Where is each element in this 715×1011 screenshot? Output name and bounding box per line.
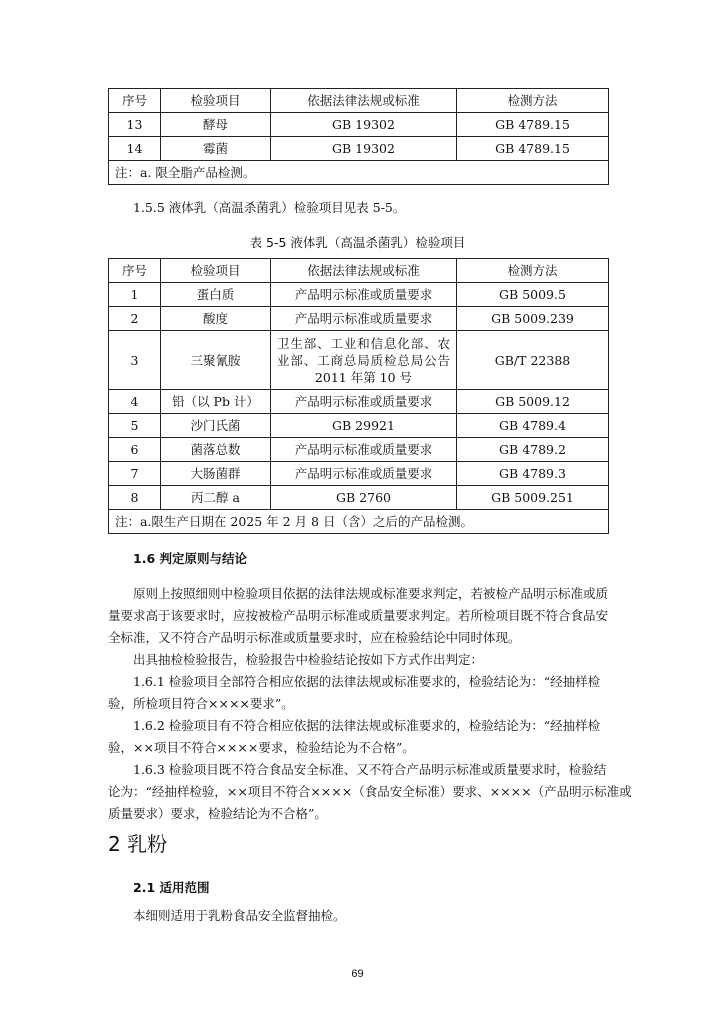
table-note: 注：a.限生产日期在 2025 年 2 月 8 日（含）之后的产品检测。	[109, 510, 609, 534]
header-item: 检验项目	[161, 89, 271, 113]
cell: GB 5009.251	[457, 486, 609, 510]
paragraph-line: 出具抽检检验报告，检验报告中检验结论按如下方式作出判定：	[133, 652, 484, 667]
paragraph-line: 论为：“经抽样检验，××项目不符合××××（食品安全标准）要求、××××（产品明示标准或	[108, 784, 632, 799]
paragraph-1-5-5: 1.5.5 液体乳（高温杀菌乳）检验项目见表 5-5。	[133, 200, 406, 215]
cell: GB 5009.12	[457, 390, 609, 414]
cell: 铅（以 Pb 计）	[161, 390, 271, 414]
table-row	[109, 390, 609, 414]
table-row	[109, 307, 609, 331]
paragraph-line: 验，所检项目符合××××要求”。	[108, 696, 294, 711]
header-seq: 序号	[109, 89, 161, 113]
paragraph-line: 质量要求）要求，检验结论为不合格”。	[108, 806, 327, 821]
table-note-row	[109, 510, 609, 534]
section-1-6-heading: 1.6 判定原则与结论	[133, 551, 247, 566]
cell: 6	[109, 438, 161, 462]
cell: GB 4789.2	[457, 438, 609, 462]
paragraph-line: 验，××项目不符合××××要求，检验结论为不合格”。	[108, 740, 415, 755]
paragraph-line: 本细则适用于乳粉食品安全监督抽检。	[133, 908, 346, 923]
header-basis: 依据法律法规或标准	[271, 259, 457, 283]
cell: 13	[109, 113, 161, 137]
cell: GB 5009.5	[457, 283, 609, 307]
header-method: 检测方法	[457, 89, 609, 113]
header-method: 检测方法	[457, 259, 609, 283]
cell: 产品明示标准或质量要求	[271, 307, 457, 331]
paragraph-line: 量要求高于该要求时，应按被检产品明示标准或质量要求判定。若所检项目既不符合食品安	[108, 608, 609, 623]
cell: 菌落总数	[161, 438, 271, 462]
table-row	[109, 283, 609, 307]
table-continuation	[108, 88, 609, 185]
cell: GB 4789.15	[457, 137, 609, 161]
table-caption: 表 5-5 液体乳（高温杀菌乳）检验项目	[249, 235, 466, 250]
table-note-row	[109, 161, 609, 185]
cell: 酵母	[161, 113, 271, 137]
cell: GB/T 22388	[457, 331, 609, 390]
cell: 8	[109, 486, 161, 510]
cell: 大肠菌群	[161, 462, 271, 486]
cell: 酸度	[161, 307, 271, 331]
paragraph-line: 1.6.1 检验项目全部符合相应依据的法律法规或标准要求的，检验结论为：“经抽样检	[133, 674, 601, 689]
table-row	[109, 462, 609, 486]
cell: GB 2760	[271, 486, 457, 510]
cell: 7	[109, 462, 161, 486]
cell: 4	[109, 390, 161, 414]
table-header-row	[109, 89, 609, 113]
cell: 霉菌	[161, 137, 271, 161]
cell: 3	[109, 331, 161, 390]
cell: 1	[109, 283, 161, 307]
table-row	[109, 137, 609, 161]
table-row	[109, 331, 609, 390]
cell: 14	[109, 137, 161, 161]
cell: 丙二醇 a	[161, 486, 271, 510]
cell: 2	[109, 307, 161, 331]
table-row	[109, 414, 609, 438]
cell: 卫生部、工业和信息化部、农业部、工商总局质检总局公告 2011 年第 10 号	[271, 331, 457, 390]
page-number: 69	[351, 968, 364, 980]
header-seq: 序号	[109, 259, 161, 283]
cell: 5	[109, 414, 161, 438]
cell: 产品明示标准或质量要求	[271, 438, 457, 462]
table-row	[109, 438, 609, 462]
cell: GB 4789.15	[457, 113, 609, 137]
table-header-row	[109, 259, 609, 283]
table-note: 注：a. 限全脂产品检测。	[109, 161, 609, 185]
cell: 产品明示标准或质量要求	[271, 283, 457, 307]
paragraph-line: 1.6.3 检验项目既不符合食品安全标准、又不符合产品明示标准或质量要求时，检验结	[133, 762, 607, 777]
header-basis: 依据法律法规或标准	[271, 89, 457, 113]
cell: GB 19302	[271, 137, 457, 161]
table-row	[109, 113, 609, 137]
cell: GB 4789.4	[457, 414, 609, 438]
paragraph-line: 1.6.2 检验项目有不符合相应依据的法律法规或标准要求的，检验结论为：“经抽样检	[133, 718, 601, 733]
table-row	[109, 486, 609, 510]
table-5-5	[108, 258, 609, 534]
cell: 蛋白质	[161, 283, 271, 307]
paragraph-line: 原则上按照细则中检验项目依据的法律法规或标准要求判定，若被检产品明示标准或质	[133, 586, 609, 601]
chapter-heading: 2 乳粉	[108, 832, 168, 856]
section-2-1-heading: 2.1 适用范围	[133, 880, 210, 895]
header-item: 检验项目	[161, 259, 271, 283]
cell: GB 4789.3	[457, 462, 609, 486]
cell: 产品明示标准或质量要求	[271, 390, 457, 414]
cell: 三聚氰胺	[161, 331, 271, 390]
cell: 沙门氏菌	[161, 414, 271, 438]
cell: 产品明示标准或质量要求	[271, 462, 457, 486]
cell: GB 5009.239	[457, 307, 609, 331]
cell: GB 29921	[271, 414, 457, 438]
paragraph-line: 全标准，又不符合产品明示标准或质量要求时，应在检验结论中同时体现。	[108, 630, 521, 645]
cell: GB 19302	[271, 113, 457, 137]
